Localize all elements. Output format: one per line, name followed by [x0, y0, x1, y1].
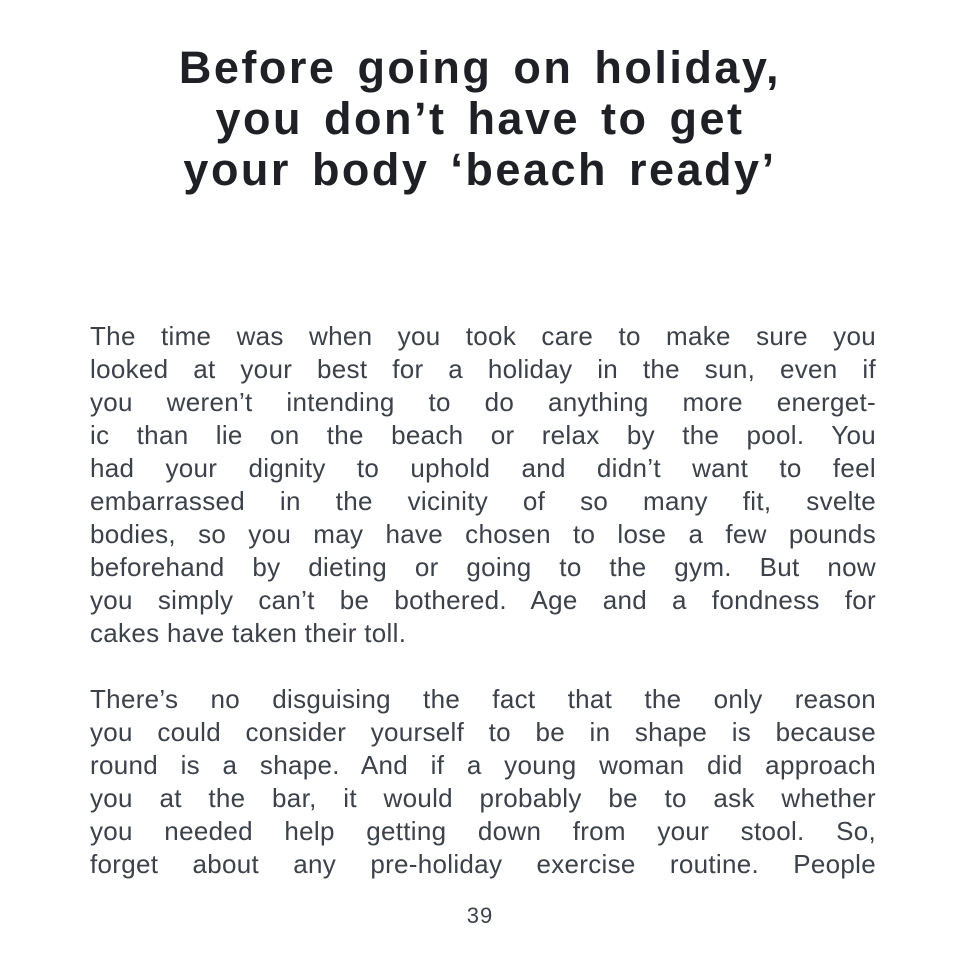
body-text	[90, 320, 876, 881]
text-line: had your dignity to uphold and didn’t want to feel	[90, 453, 876, 483]
text-line: ic than lie on the beach or relax by the pool. You	[90, 420, 876, 450]
text-line: bodies, so you may have chosen to lose a few pounds	[90, 519, 876, 549]
text-line: you at the bar, it would probably be to ask whether	[90, 783, 876, 813]
text-line: round is a shape. And if a young woman did approach	[90, 750, 876, 780]
text-line: cakes have taken their toll.	[90, 618, 407, 648]
text-line: you weren’t intending to do anything more energet-	[90, 387, 876, 417]
chapter-title-line: your body ‘beach ready’	[183, 144, 777, 195]
text-line: The time was when you took care to make sure you	[90, 321, 876, 351]
text-line: you needed help getting down from your stool. So,	[90, 816, 876, 846]
paragraph	[90, 683, 876, 881]
page-number: 39	[466, 903, 494, 928]
chapter-title	[0, 42, 960, 195]
text-line: beforehand by dieting or going to the gym. But now	[90, 552, 876, 582]
text-line: forget about any pre-holiday exercise routine. People	[90, 849, 876, 879]
text-line: looked at your best for a holiday in the sun, even if	[90, 354, 876, 384]
text-line: There’s no disguising the fact that the only reason	[90, 684, 876, 714]
paragraph	[90, 320, 876, 650]
text-line: you simply can’t be bothered. Age and a fondness for	[90, 585, 876, 615]
chapter-title-line: you don’t have to get	[215, 93, 745, 144]
text-line: you could consider yourself to be in shape is because	[90, 717, 876, 747]
text-line: embarrassed in the vicinity of so many fit, svelte	[90, 486, 876, 516]
chapter-title-line: Before going on holiday,	[178, 42, 782, 93]
